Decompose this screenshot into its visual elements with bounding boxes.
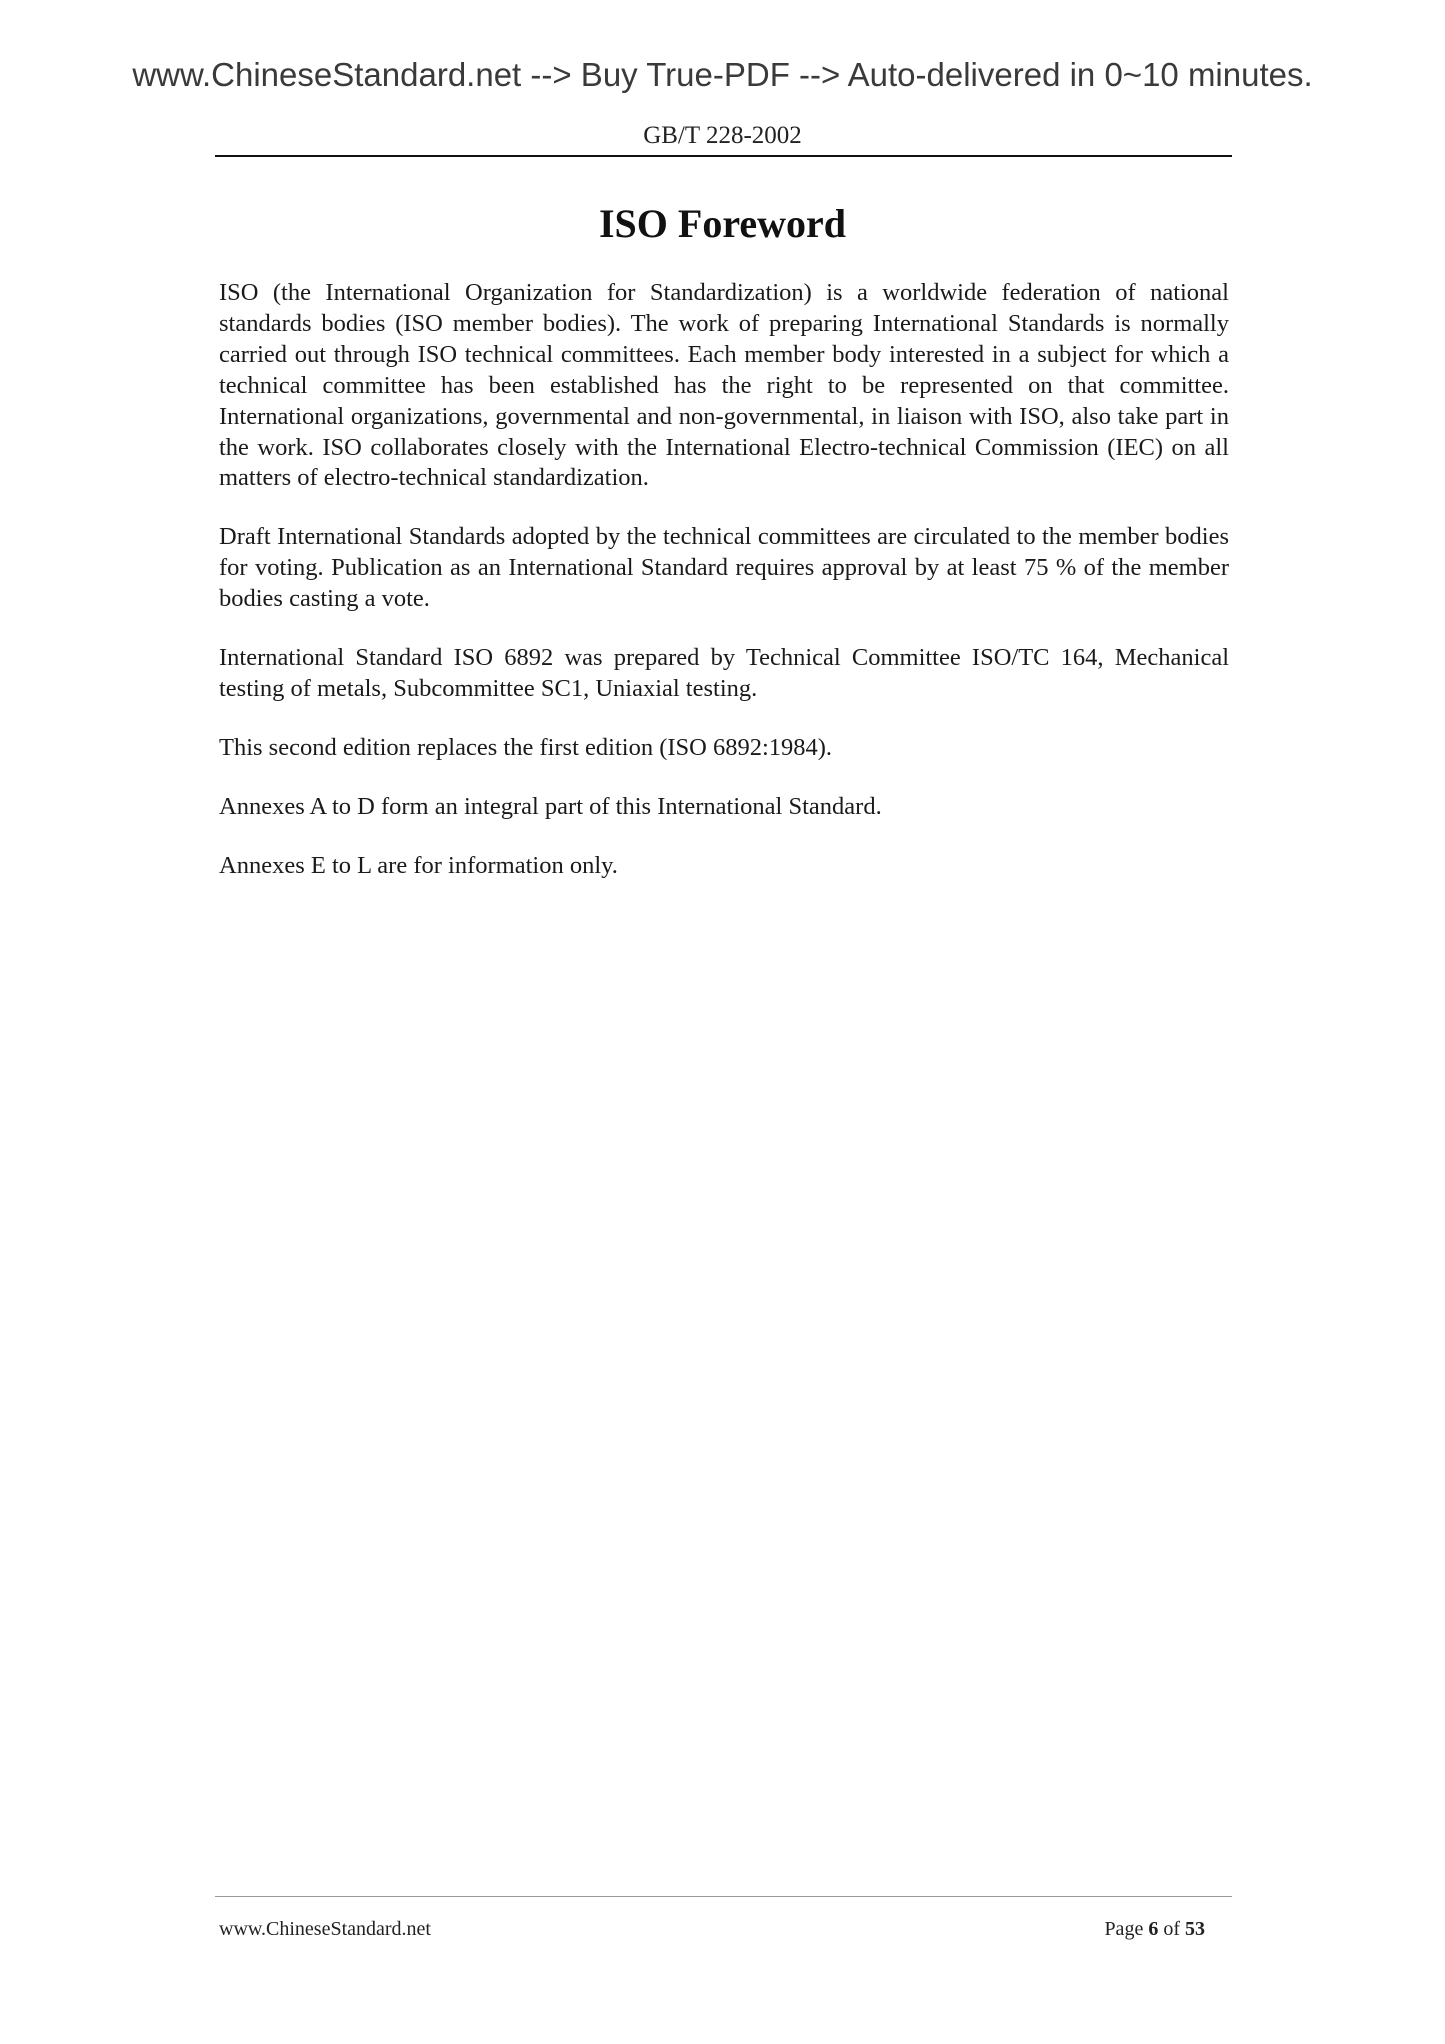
page-total: 53 [1185, 1918, 1205, 1940]
paragraph-annexes-informative: Annexes E to L are for information only. [219, 851, 618, 879]
page-prefix: Page [1104, 1918, 1144, 1940]
paragraph-second-edition: This second edition replaces the first edition (ISO 6892:1984). [219, 733, 833, 761]
page-indicator [1104, 1918, 1205, 1941]
paragraph-draft-standards: Draft International Standards adopted by the technical committees are circulated to the member bodies for voting. Publication as an International Standard requires approval by at least 75 % of the member bodies casting a vote. [219, 523, 1229, 613]
page-of: of [1163, 1918, 1180, 1940]
page-number: 6 [1148, 1918, 1159, 1940]
footer-site: www.ChineseStandard.net [219, 1918, 431, 1940]
foreword-body [219, 278, 1229, 910]
promo-banner: www.ChineseStandard.net --> Buy True-PDF --> Auto-delivered in 0~10 minutes. [132, 56, 1313, 93]
footer-divider [215, 1896, 1232, 1897]
paragraph-iso-6892: International Standard ISO 6892 was prepared by Technical Committee ISO/TC 164, Mechanical testing of metals, Subcommittee SC1, Uniaxial testing. [219, 644, 1229, 702]
page-title: ISO Foreword [598, 201, 847, 246]
document-code: GB/T 228-2002 [643, 122, 802, 149]
paragraph-iso-intro: ISO (the International Organization for Standardization) is a worldwide federation of national standards bodies (ISO member bodies). The work of preparing International Standards is normally carried out through ISO technical committees. Each member body interested in a subject for which a technical committee has been established has the right to be represented on that committee. International organizations, governmental and non-governmental, in liaison with ISO, also take part in the work. ISO collaborates closely with the International Electro-technical Commission (IEC) on all matters of electro-technical standardization. [219, 279, 1229, 492]
paragraph-annexes-normative: Annexes A to D form an integral part of this International Standard. [219, 792, 882, 820]
header-divider [215, 155, 1232, 157]
